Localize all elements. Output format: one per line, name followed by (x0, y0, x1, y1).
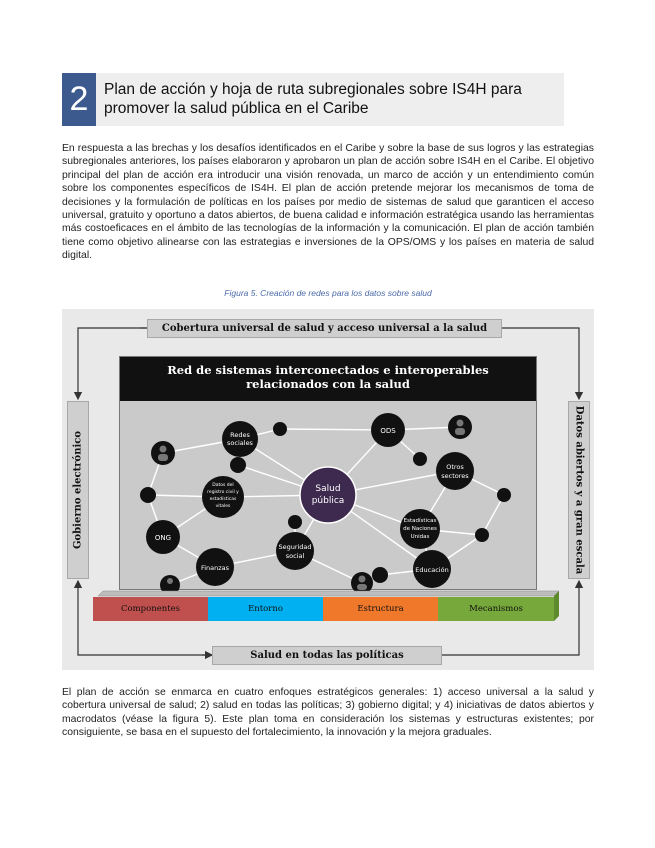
category-mecanismos-label: Mecanismos (469, 604, 523, 614)
svg-text:sectores: sectores (441, 472, 469, 480)
category-estructura (323, 597, 438, 621)
network-box (119, 356, 537, 590)
node-finanzas (196, 548, 234, 586)
section-title: Plan de acción y hoja de ruta subregionales sobre IS4H para promover la salud pública en el Caribe (104, 81, 522, 117)
category-componentes (93, 597, 208, 621)
network-diagram (120, 357, 538, 591)
svg-text:vitales: vitales (215, 504, 231, 509)
node-ong (146, 520, 180, 554)
svg-text:Finanzas: Finanzas (200, 564, 230, 572)
category-componentes-label: Componentes (120, 604, 181, 614)
person-icon (351, 572, 373, 591)
band-e-government-label: Gobierno electrónico (72, 430, 84, 550)
node-registro-civil (202, 476, 244, 518)
svg-text:registro civil y: registro civil y (207, 490, 239, 495)
intro-paragraph: En respuesta a las brechas y los desafíos identificados en el Caribe y sobre la base de sus logros y las estrategias subregionales anteriores, los países elaboraron y aprobaron un plan de acción sobre IS4H en el Caribe. El objetivo principal del plan de acción era introducir una visión renovada, un marco de acción y un entendimiento común sobre los componentes específicos de IS4H. El plan de acción pretende mejorar los mecanismos de toma de decisiones y la formulación de políticas en los países por medio de sistemas de salud que garanticen el acceso universal, gratuito y oportuno a datos abiertos, de buena calidad e información estratégica usando las herramientas más costoeficaces en el ámbito de las tecnologías de la información y la comunicación. El plan de acción también tiene como objetivo alinearse con las estrategias e inversiones de la OPS/OMS y los países en materia de salud digital. (62, 143, 594, 262)
band-open-data (568, 401, 590, 579)
svg-text:social: social (285, 552, 305, 560)
svg-text:ONG: ONG (154, 534, 172, 542)
svg-text:de Naciones: de Naciones (403, 526, 437, 532)
band-health-in-all-policies: Salud en todas las políticas (212, 646, 442, 665)
network-title: Red de sistemas interconectados e interoperables relacionados con la salud (120, 357, 536, 401)
svg-text:Seguridad: Seguridad (278, 543, 312, 551)
node-otros-sectores (436, 452, 474, 490)
body-paragraph: El plan de acción se enmarca en cuatro enfoques estratégicos generales: 1) acceso universal a la salud y cobertura universal de salud; 2) salud en todas las políticas; 3) gobierno digital; y 4) iniciativas de datos abiertos y macrodatos (véase la figura 5). Este plan toma en consideración los sistemas y estructuras existentes; por consiguiente, se basa en el supuesto del fortalecimiento, la innovación y la mejora graduales. (62, 687, 594, 739)
category-mecanismos (438, 597, 554, 621)
node-salud-publica (300, 467, 356, 523)
person-icon (151, 441, 175, 465)
band-open-data-label: Datos abiertos y a gran escala (573, 405, 585, 575)
category-entorno (208, 597, 323, 621)
person-icon (448, 415, 472, 439)
node-seguridad-social (276, 532, 314, 570)
svg-text:Datos del: Datos del (212, 483, 234, 488)
node-salud-publica-line2: pública (311, 496, 345, 506)
section-number: 2 (62, 73, 96, 126)
svg-text:Redes: Redes (230, 431, 250, 439)
node-redes-sociales (222, 421, 258, 457)
node-salud-publica-line1: Salud (315, 484, 341, 494)
svg-text:ODS: ODS (380, 427, 396, 435)
svg-text:Unidas: Unidas (410, 534, 430, 540)
node-estadisticas-naciones-unidas (400, 509, 440, 549)
node-educacion (413, 550, 451, 588)
category-estructura-label: Estructura (357, 604, 404, 614)
figure-5 (62, 309, 594, 670)
figure-caption: Figura 5. Creación de redes para los datos sobre salud (224, 288, 432, 298)
band-e-government (67, 401, 89, 579)
svg-text:Educación: Educación (415, 566, 449, 574)
svg-text:estadísticas: estadísticas (209, 497, 237, 502)
node-ods (371, 413, 405, 447)
svg-text:Estadísticas: Estadísticas (403, 518, 437, 524)
band-universal-coverage: Cobertura universal de salud y acceso universal a la salud (147, 319, 502, 338)
category-entorno-label: Entorno (248, 604, 283, 614)
svg-text:Otros: Otros (446, 463, 464, 471)
svg-text:sociales: sociales (227, 439, 253, 447)
person-icon (160, 575, 180, 591)
